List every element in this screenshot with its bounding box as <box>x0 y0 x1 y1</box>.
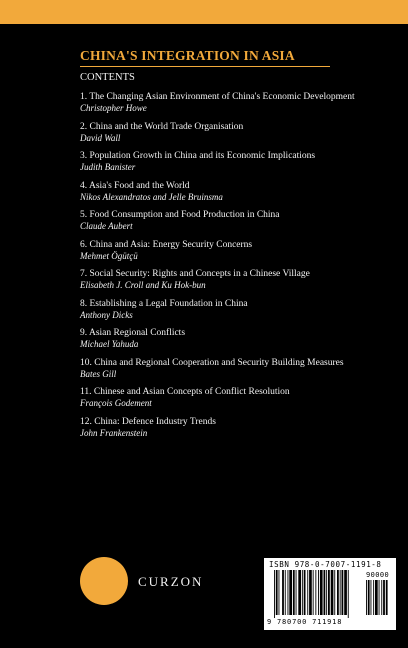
contents-entry <box>80 417 380 439</box>
contents-entry <box>80 358 380 380</box>
entry-title: 4. Asia's Food and the World <box>80 180 190 191</box>
contents-entry <box>80 181 380 203</box>
contents-heading: CONTENTS <box>80 72 135 83</box>
contents-list <box>80 92 380 438</box>
series-title: CHINA'S INTEGRATION IN ASIA <box>80 48 295 63</box>
contents-entry <box>80 122 380 144</box>
entry-author: David Wall <box>80 132 121 143</box>
entry-author: Michael Yahuda <box>80 339 139 349</box>
title-underline <box>80 66 330 67</box>
entry-title: 9. Asian Regional Conflicts <box>80 328 186 338</box>
entry-author: Claude Aubert <box>80 221 133 231</box>
entry-author: Christopher Howe <box>80 103 147 113</box>
entry-title: 11. Chinese and Asian Concepts of Conflict Resolution <box>80 387 290 397</box>
entry-author: Judith Banister <box>80 162 136 172</box>
publisher-logo-circle <box>80 557 128 605</box>
top-color-band <box>0 0 408 24</box>
entry-title: 10. China and Regional Cooperation and Security Building Measures <box>80 357 344 368</box>
entry-title: 2. China and the World Trade Organisation <box>80 121 244 132</box>
barcode-addon-digits: 90000 <box>366 571 390 579</box>
entry-title: 6. China and Asia: Energy Security Concerns <box>80 239 253 250</box>
entry-title: 8. Establishing a Legal Foundation in China <box>80 298 248 309</box>
entry-author: François Godement <box>80 398 152 408</box>
entry-author: Bates Gill <box>80 368 117 379</box>
entry-title: 12. China: Defence Industry Trends <box>80 416 216 427</box>
entry-author: Nikos Alexandratos and Jelle Bruinsma <box>80 191 223 202</box>
entry-author: Anthony Dicks <box>80 309 133 320</box>
entry-title: 1. The Changing Asian Environment of China's Economic Development <box>80 92 355 102</box>
contents-entry <box>80 387 380 409</box>
entry-title: 7. Social Security: Rights and Concepts in a Chinese Village <box>80 269 310 279</box>
barcode-digits: 9 780700 711918 <box>267 618 343 626</box>
contents-entry <box>80 92 380 114</box>
entry-author: John Frankenstein <box>80 427 148 438</box>
barcode-box <box>264 558 396 630</box>
contents-entry <box>80 210 380 232</box>
contents-block <box>80 48 380 446</box>
contents-entry <box>80 269 380 291</box>
contents-entry <box>80 151 380 173</box>
entry-title: 5. Food Consumption and Food Production in China <box>80 210 280 220</box>
contents-entry <box>80 299 380 321</box>
contents-entry <box>80 240 380 262</box>
isbn-text: ISBN 978-0-7007-1191-8 <box>269 560 382 569</box>
contents-entry <box>80 328 380 350</box>
entry-author: Mehmet Ögütçü <box>80 250 138 261</box>
entry-title: 3. Population Growth in China and its Economic Implications <box>80 151 316 161</box>
entry-author: Elisabeth J. Croll and Ku Hok-bun <box>80 280 206 290</box>
publisher-name: CURZON <box>138 574 204 589</box>
